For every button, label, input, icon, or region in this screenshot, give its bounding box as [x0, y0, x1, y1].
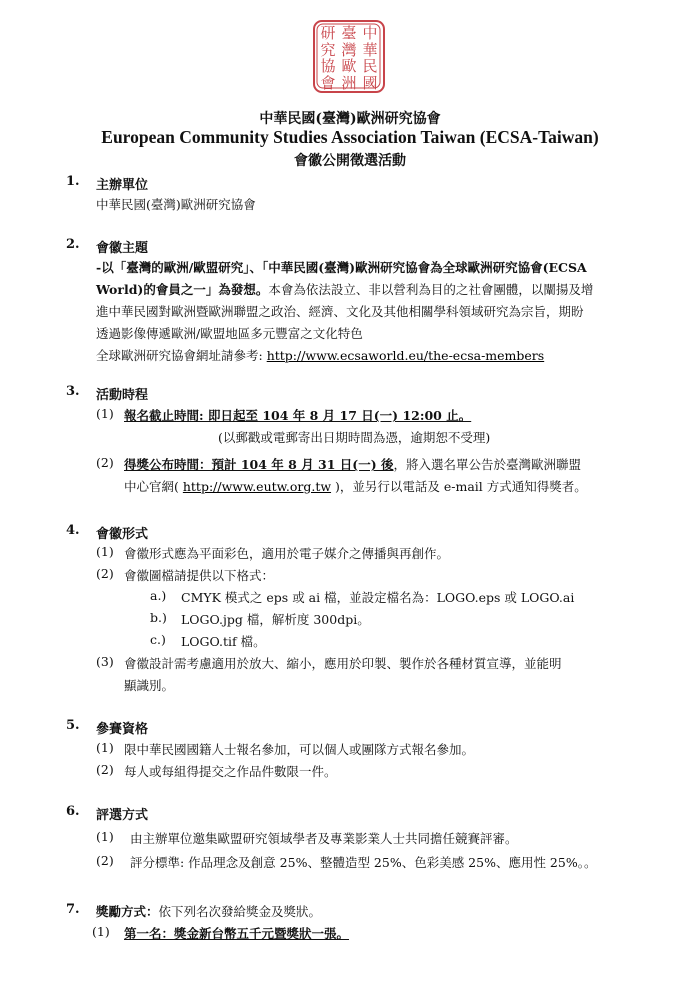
award-first-place: 第一名：獎金新台幣五千元暨獎狀一張。 — [124, 926, 350, 941]
announcement-date: 得獎公布時間：預計 104 年 8 月 31 日(一) 後 — [124, 457, 394, 472]
section-4-heading: 會徽形式 — [96, 527, 149, 542]
eligibility-item-1: 限中華民國國籍人士報名參加，可以個人或團隊方式報名參加。 — [124, 742, 475, 757]
ecsa-website-link[interactable]: http://www.ecsaworld.eu/the-ecsa-members — [266, 348, 545, 363]
format-item-2-number: (2) — [96, 566, 114, 581]
format-a: CMYK 模式之 eps 或 ai 檔，並設定檔名為：LOGO.eps 或 LOGO.ai — [181, 590, 575, 605]
format-b-label: b.) — [150, 610, 167, 625]
theme-line-4: 透過影像傳遞歐洲/歐盟地區多元豐富之文化特色 — [96, 326, 363, 341]
section-4-number: 4. — [66, 523, 80, 538]
section-1-number: 1. — [66, 174, 80, 189]
announcement-line-2 — [124, 477, 587, 495]
announcement-line-2-post: )，並另行以電話及 e-mail 方式通知得獎者。 — [331, 479, 587, 494]
eligibility-item-1-number: (1) — [96, 740, 114, 755]
judging-item-1-number: (1) — [96, 829, 114, 844]
organizer-text: 中華民國(臺灣)歐洲研究協會 — [96, 197, 256, 212]
format-b: LOGO.jpg 檔，解析度 300dpi。 — [181, 612, 370, 627]
format-item-1-number: (1) — [96, 544, 114, 559]
format-item-3-line-1: 會徽設計需考慮適用於放大、縮小，應用於印製、製作於各種材質宣導，並能明 — [124, 656, 562, 671]
section-7-heading: 獎勵方式： — [96, 904, 159, 919]
format-item-2: 會徽圖檔請提供以下格式： — [124, 568, 275, 583]
title-english: European Community Studies Association Taiwan (ECSA-Taiwan) — [101, 127, 599, 147]
eligibility-item-2: 每人或每組得提交之作品件數限一件。 — [124, 764, 337, 779]
schedule-item-2-number: (2) — [96, 455, 114, 470]
format-item-3-line-2: 顯識別。 — [124, 678, 175, 693]
section-3-heading: 活動時程 — [96, 388, 149, 403]
award-intro: 依下列名次發給獎金及獎狀。 — [158, 904, 322, 919]
format-item-3-number: (3) — [96, 654, 114, 669]
section-6-heading: 評選方式 — [96, 808, 149, 823]
section-1-heading: 主辦單位 — [96, 178, 149, 193]
title-chinese: 中華民國(臺灣)歐洲研究協會 — [259, 111, 441, 127]
section-2-heading: 會徽主題 — [96, 241, 149, 256]
theme-line-2-rest: 本會為依法設立、非以營利為目的之社會團體，以闡揚及增 — [268, 282, 594, 297]
section-3-number: 3. — [66, 384, 80, 399]
seal-col-1: 中華民國 — [362, 24, 378, 92]
theme-line-1: -以「臺灣的歐洲/歐盟研究」、「中華民國(臺灣)歐洲研究協會為全球歐洲研究協會(ECSA — [96, 260, 587, 275]
announcement-line-1 — [124, 455, 581, 473]
judging-item-2-number: (2) — [96, 853, 114, 868]
deadline-note: (以郵戳或電郵寄出日期時間為憑，逾期恕不受理) — [218, 430, 491, 445]
announcement-line-2-pre: 中心官網( — [124, 479, 183, 494]
judging-item-2: 評分標準: 作品理念及創意 25%、整體造型 25%、色彩美感 25%、應用性 25%。。 — [130, 855, 597, 870]
section-5-number: 5. — [66, 718, 80, 733]
section-5-heading: 參賽資格 — [96, 722, 149, 737]
format-item-1: 會徽形式應為平面彩色，適用於電子媒介之傳播與再創作。 — [124, 546, 450, 561]
eligibility-item-2-number: (2) — [96, 762, 114, 777]
judging-item-1: 由主辦單位邀集歐盟研究領域學者及專業影業人士共同擔任競賽評審。 — [130, 831, 518, 846]
schedule-item-1-number: (1) — [96, 406, 114, 421]
eutw-website-link[interactable]: http://www.eutw.org.tw — [182, 479, 332, 494]
format-c-label: c.) — [150, 632, 166, 647]
section-6-number: 6. — [66, 804, 80, 819]
theme-line-3: 進中華民國對歐洲暨歐洲聯盟之政治、經濟、文化及其他相關學科領域研究為宗旨，期盼 — [96, 304, 584, 319]
registration-deadline: 報名截止時間: 即日起至 104 年 8 月 17 日(一) 12:00 止。 — [124, 408, 472, 423]
seal-col-3: 研究協會 — [320, 24, 336, 92]
theme-line-2-bold: World)的會員之一」為發想。 — [96, 282, 269, 297]
announcement-rest: ，將入選名單公告於臺灣歐洲聯盟 — [393, 457, 581, 472]
title-event: 會徽公開徵選活動 — [294, 153, 406, 169]
seal-col-2: 臺灣歐洲 — [341, 24, 357, 92]
ecsa-website-label: 全球歐洲研究協會網址請參考: — [96, 348, 267, 363]
format-a-label: a.) — [150, 588, 167, 603]
section-7-heading-line — [96, 902, 321, 920]
section-7-number: 7. — [66, 902, 80, 917]
theme-line-2 — [96, 280, 593, 298]
award-item-1-number: (1) — [92, 924, 110, 939]
association-seal — [313, 20, 385, 93]
theme-line-5 — [96, 346, 544, 364]
section-2-number: 2. — [66, 237, 80, 252]
format-c: LOGO.tif 檔。 — [181, 634, 266, 649]
